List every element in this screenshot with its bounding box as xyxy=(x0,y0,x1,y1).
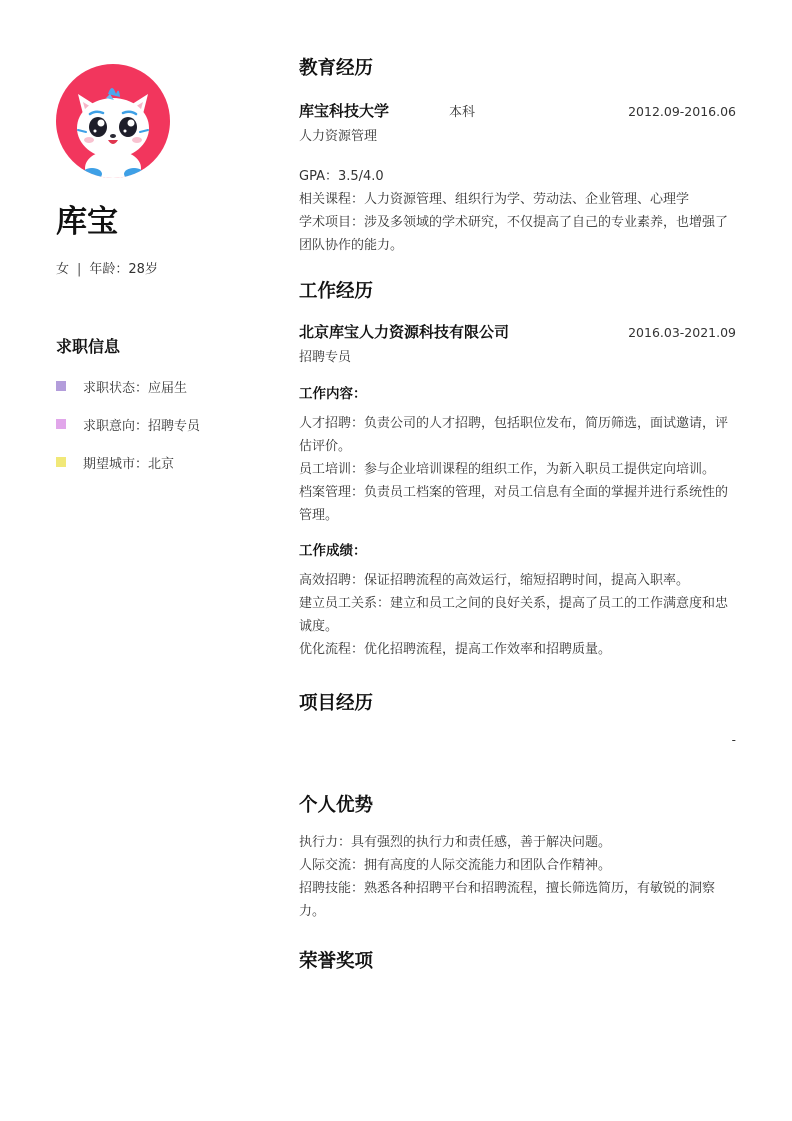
right-column xyxy=(299,56,736,975)
work-content-item: 档案管理：负责员工档案的管理，对员工信息有全面的掌握并进行系统性的管理。 xyxy=(299,485,729,523)
work-content xyxy=(299,412,736,527)
projects-placeholder: - xyxy=(731,733,736,747)
gpa: GPA：3.5/4.0 xyxy=(299,169,384,184)
job-status: 求职状态：应届生 xyxy=(83,380,188,396)
degree: 本科 xyxy=(449,105,476,120)
avatar xyxy=(56,64,170,178)
age: 年龄：28岁 xyxy=(89,262,158,277)
education-date: 2012.09-2016.06 xyxy=(628,104,736,119)
honors-title: 荣誉奖项 xyxy=(299,951,374,972)
job-info-item xyxy=(56,452,256,472)
education-title: 教育经历 xyxy=(299,58,374,79)
gender: 女 xyxy=(56,262,70,277)
work-content-title: 工作内容： xyxy=(299,386,367,402)
left-column xyxy=(56,64,256,490)
job-intention: 求职意向：招聘专员 xyxy=(83,418,201,434)
strength-item: 人际交流：拥有高度的人际交流能力和团队合作精神。 xyxy=(299,858,612,873)
work-result-item: 优化流程：优化招聘流程，提高工作效率和招聘质量。 xyxy=(299,642,612,657)
work-content-item: 员工培训：参与企业培训课程的组织工作，为新入职员工提供定向培训。 xyxy=(299,462,716,477)
square-bullet-icon xyxy=(56,457,66,467)
work-header xyxy=(299,321,736,342)
job-info-title: 求职信息 xyxy=(56,337,121,356)
job-info-item xyxy=(56,376,256,396)
education-details xyxy=(299,165,736,257)
work-results xyxy=(299,569,736,661)
job-info-item xyxy=(56,414,256,434)
job-info-list xyxy=(56,376,256,472)
work-content-item: 人才招聘：负责公司的人才招聘，包括职位发布，简历筛选，面试邀请，评估评价。 xyxy=(299,416,729,454)
company-name: 北京库宝人力资源科技有限公司 xyxy=(299,323,510,341)
school-name: 库宝科技大学 xyxy=(299,102,390,120)
cat-mascot-icon xyxy=(56,64,170,178)
strengths-title: 个人优势 xyxy=(299,795,374,816)
expected-city: 期望城市：北京 xyxy=(83,456,175,472)
work-date: 2016.03-2021.09 xyxy=(628,325,736,340)
separator: | xyxy=(77,262,82,277)
major: 人力资源管理 xyxy=(299,129,378,144)
basic-info xyxy=(56,260,256,280)
work-results-title: 工作成绩： xyxy=(299,543,367,559)
work-title: 工作经历 xyxy=(299,281,374,302)
academic-projects: 学术项目：涉及多领域的学术研究，不仅提高了自己的专业素养，也增强了团队协作的能力。 xyxy=(299,215,729,253)
work-result-item: 高效招聘：保证招聘流程的高效运行，缩短招聘时间，提高入职率。 xyxy=(299,573,690,588)
strengths-list xyxy=(299,831,736,923)
education-header xyxy=(299,100,736,121)
projects-title: 项目经历 xyxy=(299,693,374,714)
square-bullet-icon xyxy=(56,419,66,429)
strength-item: 招聘技能：熟悉各种招聘平台和招聘流程，擅长筛选简历，有敏锐的洞察力。 xyxy=(299,881,716,919)
candidate-name: 库宝 xyxy=(56,204,118,240)
work-result-item: 建立员工关系：建立和员工之间的良好关系，提高了员工的工作满意度和忠诚度。 xyxy=(299,596,729,634)
courses: 相关课程：人力资源管理、组织行为学、劳动法、企业管理、心理学 xyxy=(299,192,690,207)
position: 招聘专员 xyxy=(299,350,352,365)
strength-item: 执行力：具有强烈的执行力和责任感，善于解决问题。 xyxy=(299,835,612,850)
square-bullet-icon xyxy=(56,381,66,391)
